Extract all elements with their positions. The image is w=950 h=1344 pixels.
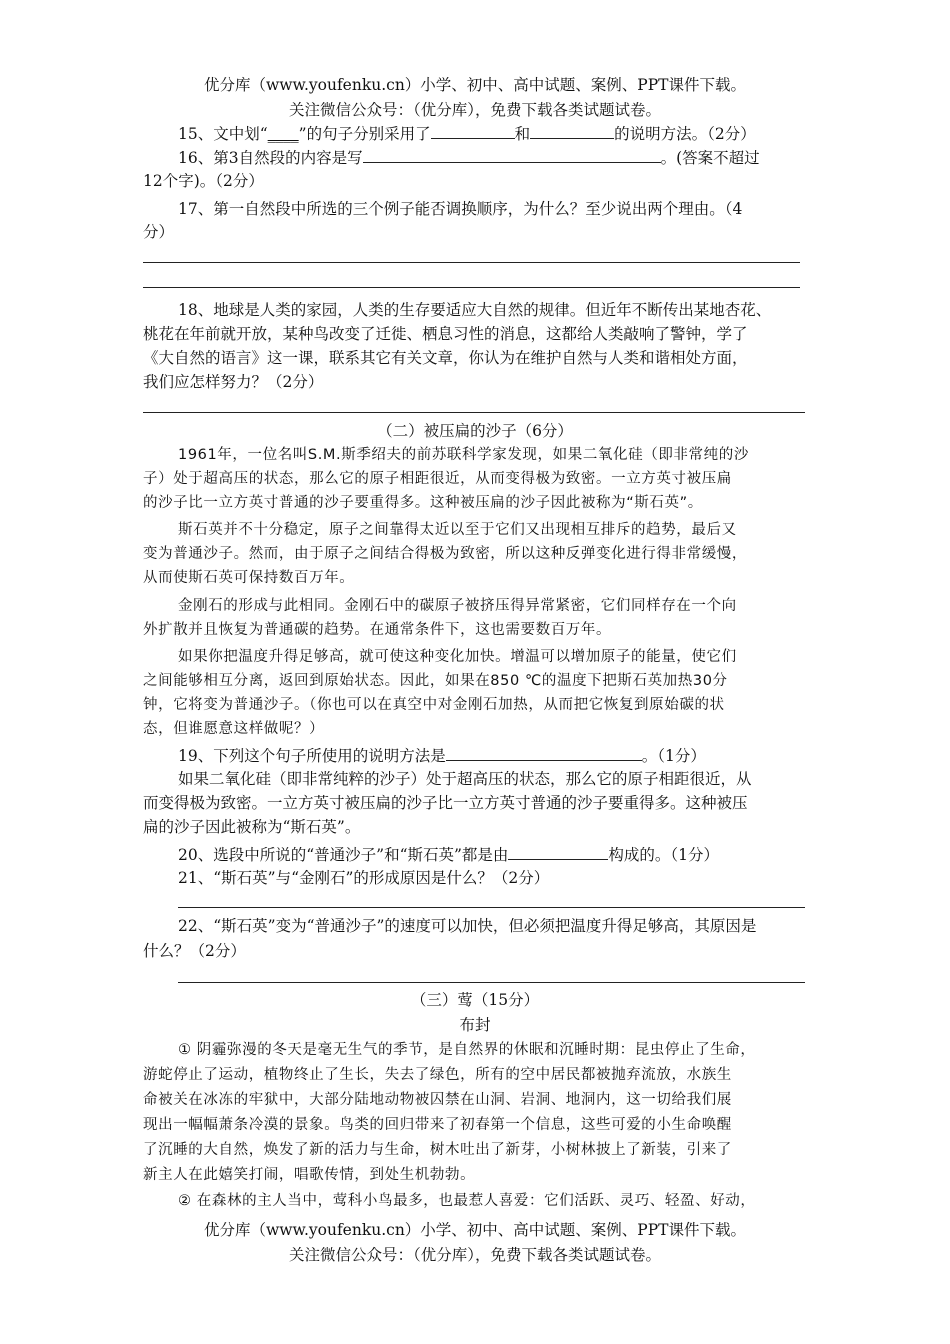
s2-p1-line-3: 的沙子比一立方英寸普通的沙子要重得多。这种被压扁的沙子因此被称为“斯石英”。 xyxy=(143,495,703,511)
question-17-cont: 分） xyxy=(143,223,175,241)
s2-p2-line-1: 斯石英并不十分稳定，原子之间靠得太近以至于它们又出现相互排斥的趋势，最后又 xyxy=(178,522,737,538)
s2-p4-line-3: 钟，它将变为普通沙子。（你也可以在真空中对金刚石加热，从而把它恢复到原始碳的状 xyxy=(143,697,725,713)
s3-p1-line-4: 现出一幅幅萧条冷漠的景象。鸟类的回归带来了初春第一个信息，这些可爱的小生命唤醒 xyxy=(143,1117,732,1133)
s3-p1-line-3: 命被关在冰冻的牢狱中，大部分陆地动物被囚禁在山洞、岩洞、地洞内，这一切给我们展 xyxy=(143,1092,732,1108)
question-16: 16、第3自然段的内容是写 。(答案不超过 xyxy=(178,146,760,169)
s2-p2-line-3: 从而使斯石英可保持数百万年。 xyxy=(143,570,355,586)
s3-p2-line-1: ② 在森林的主人当中，莺科小鸟最多，也最惹人喜爱：它们活跃、灵巧、轻盈、好动， xyxy=(178,1193,756,1209)
question-17: 17、第一自然段中所选的三个例子能否调换顺序，为什么？至少说出两个理由。（4 xyxy=(178,200,743,218)
question-19: 19、下列这个句子所使用的说明方法是 。（1分） xyxy=(178,744,706,767)
question-18-line-2: 桃花在年前就开放，某种鸟改变了迁徙、栖息习性的消息，这都给人类敲响了警钟，学了 xyxy=(143,325,748,343)
answer-blank-19[interactable] xyxy=(446,744,642,761)
answer-line-22[interactable] xyxy=(178,982,805,983)
footer-line-1: 优分库（www.youfenku.cn）小学、初中、高中试题、案例、PPT课件下载。 xyxy=(203,1221,747,1239)
question-22-line-1: 22、“斯石英”变为“普通沙子”的速度可以加快，但必须把温度升得足够高，其原因是 xyxy=(178,917,757,935)
s2-p3-line-2: 外扩散并且恢复为普通碳的趋势。在通常条件下，这也需要数百万年。 xyxy=(143,622,612,638)
header-line-2: 关注微信公众号：（优分库），免费下载各类试题试卷。 xyxy=(288,101,661,119)
answer-line-21[interactable] xyxy=(178,907,805,908)
s3-p1-line-2: 游蛇停止了运动，植物终止了生长，失去了绿色，所有的空中居民都被抛弃流放，水族生 xyxy=(143,1067,732,1083)
s3-p1-line-1: ① 阴霾弥漫的冬天是毫无生气的季节，是自然界的休眠和沉睡时期：昆虫停止了生命， xyxy=(178,1042,756,1058)
header-line-1: 优分库（www.youfenku.cn）小学、初中、高中试题、案例、PPT课件下载。 xyxy=(203,76,747,94)
answer-line-17b[interactable] xyxy=(143,287,800,288)
s2-p4-line-4: 态，但谁愿意这样做呢？） xyxy=(143,721,325,737)
footer-line-2: 关注微信公众号：（优分库），免费下载各类试题试卷。 xyxy=(288,1246,661,1264)
s2-p1-line-1: 1961年，一位名叫S.M.斯季绍夫的前苏联科学家发现，如果二氧化硅（即非常纯的沙 xyxy=(178,447,749,463)
s3-p1-line-6: 新主人在此嬉笑打闹，唱歌传情，到处生机勃勃。 xyxy=(143,1167,476,1183)
s2-p3-line-1: 金刚石的形成与此相同。金刚石中的碳原子被挤压得异常紧密，它们同样存在一个向 xyxy=(178,598,737,614)
answer-line-17a[interactable] xyxy=(143,262,800,263)
q19-quote-line-1: 如果二氧化硅（即非常纯粹的沙子）处于超高压的状态，那么它的原子相距很近，从 xyxy=(178,770,752,788)
s2-p2-line-2: 变为普通沙子。然而，由于原子之间结合得极为致密，所以这种反弹变化进行得非常缓慢， xyxy=(143,546,747,562)
question-18-line-3: 《大自然的语言》这一课，联系其它有关文章，你认为在维护自然与人类和谐相处方面， xyxy=(143,349,748,367)
s2-p4-line-2: 之间能够相互分离，返回到原始状态。因此，如果在850 ℃的温度下把斯石英加热30分 xyxy=(143,673,728,689)
s2-p1-line-2: 子）处于超高压的状态，那么它的原子相距很近，从而变得极为致密。一立方英寸被压扁 xyxy=(143,471,732,487)
question-22-line-2: 什么？（2分） xyxy=(143,942,246,960)
question-18-line-4: 我们应怎样努力？（2分） xyxy=(143,373,324,391)
answer-line-18[interactable] xyxy=(143,412,805,413)
answer-blank-20[interactable] xyxy=(508,843,608,860)
question-16-cont: 12个字)。（2分） xyxy=(143,172,264,190)
section-3-author: 布封 xyxy=(459,1016,491,1034)
s2-p4-line-1: 如果你把温度升得足够高，就可使这种变化加快。增温可以增加原子的能量，使它们 xyxy=(178,649,737,665)
question-15: 15、文中划“____”的句子分别采用了 和 的说明方法。（2分） xyxy=(178,122,756,145)
answer-blank-16[interactable] xyxy=(363,146,661,163)
q19-quote-line-3: 扁的沙子因此被称为“斯石英”。 xyxy=(143,818,361,836)
s3-p1-line-5: 了沉睡的大自然，焕发了新的活力与生命，树木吐出了新芽，小树林披上了新装，引来了 xyxy=(143,1142,732,1158)
answer-blank-15b[interactable] xyxy=(530,122,614,139)
q19-quote-line-2: 而变得极为致密。一立方英寸被压扁的沙子比一立方英寸普通的沙子要重得多。这种被压 xyxy=(143,794,748,812)
answer-blank-15a[interactable] xyxy=(431,122,515,139)
question-18-line-1: 18、地球是人类的家园，人类的生存要适应大自然的规律。但近年不断传出某地杏花、 xyxy=(178,301,772,319)
section-2-title: （二）被压扁的沙子（6分） xyxy=(377,422,573,440)
section-3-title: （三）莺（15分） xyxy=(410,991,540,1009)
question-20: 20、选段中所说的“普通沙子”和“斯石英”都是由 构成的。（1分） xyxy=(178,843,719,866)
question-21: 21、“斯石英”与“金刚石”的形成原因是什么？（2分） xyxy=(178,869,550,887)
